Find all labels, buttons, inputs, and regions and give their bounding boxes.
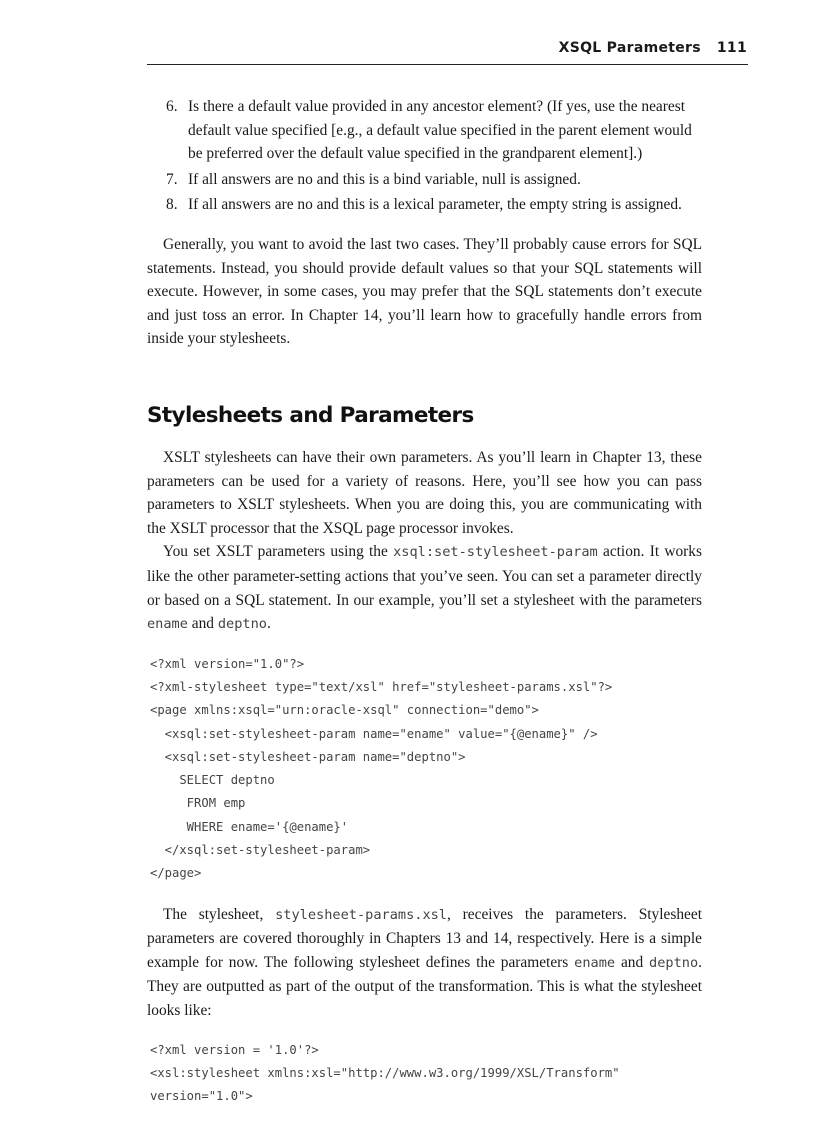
code-line: <xsl:stylesheet xmlns:xsl="http://www.w3.org/1999/XSL/Transform" [150,1065,620,1080]
inline-code: ename [147,616,188,633]
code-line: <xsql:set-stylesheet-param name="deptno"> [150,749,466,764]
paragraph-stylesheet-params: The stylesheet, stylesheet-params.xsl, receives the parameters. Stylesheet parameters are covered thoroughly in Chapters 13 and 14, respectively. Here is a simple example for now. The following stylesheet defines the parameters ename and deptno. They are outputted as part of the output of the transformation. This is what the stylesheet looks like: [147,905,702,1020]
header-rule [147,64,748,65]
inline-code: deptno [649,954,699,971]
inline-code: ename [574,954,616,971]
list-item-number: 8. [166,196,178,214]
code-line: <page xmlns:xsql="urn:oracle-xsql" connection="demo"> [150,703,539,718]
list-item [147,95,702,166]
code-listing-xsql-page [150,653,702,886]
inline-code: stylesheet-params.xsl [275,906,447,923]
inline-code: xsql:set-stylesheet-param [393,544,598,561]
list-item-number: 7. [166,170,178,188]
list-item-number: 6. [166,98,178,115]
code-line: </page> [150,866,202,881]
code-line: FROM emp [150,796,246,811]
code-line: <?xml version="1.0"?> [150,656,305,671]
code-line: <xsql:set-stylesheet-param name="ename" value="{@ename}" /> [150,726,598,741]
page-number: 111 [716,40,747,56]
code-line: SELECT deptno [150,773,275,788]
list-item [147,193,702,217]
code-line: <?xml-stylesheet type="text/xsl" href="stylesheet-params.xsl"?> [150,679,613,694]
list-item-text: Is there a default value provided in any ancestor element? (If yes, use the nearest default value specified [e.g., a default value specified in the parent element would be preferred over the default value specified in the grandparent element].) [188,98,692,163]
section-heading: Stylesheets and Parameters [147,402,474,428]
running-header [147,40,747,56]
page-content [147,95,702,1126]
list-item-text: If all answers are no and this is a bind variable, null is assigned. [188,170,581,188]
numbered-list [147,95,702,217]
code-listing-stylesheet [150,1039,702,1109]
inline-code: deptno [217,616,267,633]
code-line: </xsql:set-stylesheet-param> [150,843,371,858]
code-line: <?xml version = '1.0'?> [150,1042,319,1057]
paragraph-xslt-parameters: XSLT stylesheets can have their own parameters. As you’ll learn in Chapter 13, these parameters can be used for a variety of reasons. Here, you’ll see how you can pass parameters to XSLT stylesheets. When you are doing this, you are communicating with the XSLT processor that the XSQL page processor invokes. [147,448,702,537]
list-item [147,168,702,192]
code-line: WHERE ename='{@ename}' [150,819,349,834]
code-line: version="1.0"> [150,1089,253,1104]
list-item-text: If all answers are no and this is a lexical parameter, the empty string is assigned. [188,196,682,214]
paragraph-set-stylesheet-param: You set XSLT parameters using the xsql:set-stylesheet-param action. It works like the other parameter-setting actions that you’ve seen. You can set a parameter directly or based on a SQL statement. In our example, you’ll set a stylesheet with the parameters ename and deptno. [147,543,702,633]
header-title: XSQL Parameters [558,40,701,56]
paragraph-default-values: Generally, you want to avoid the last two cases. They’ll probably cause errors for SQL statements. Instead, you should provide default values so that your SQL statements will execute. However, in some cases, you may prefer that the SQL statements don’t execute and just toss an error. In Chapter 14, you’ll learn how to gracefully handle errors from inside your stylesheets. [147,235,702,348]
